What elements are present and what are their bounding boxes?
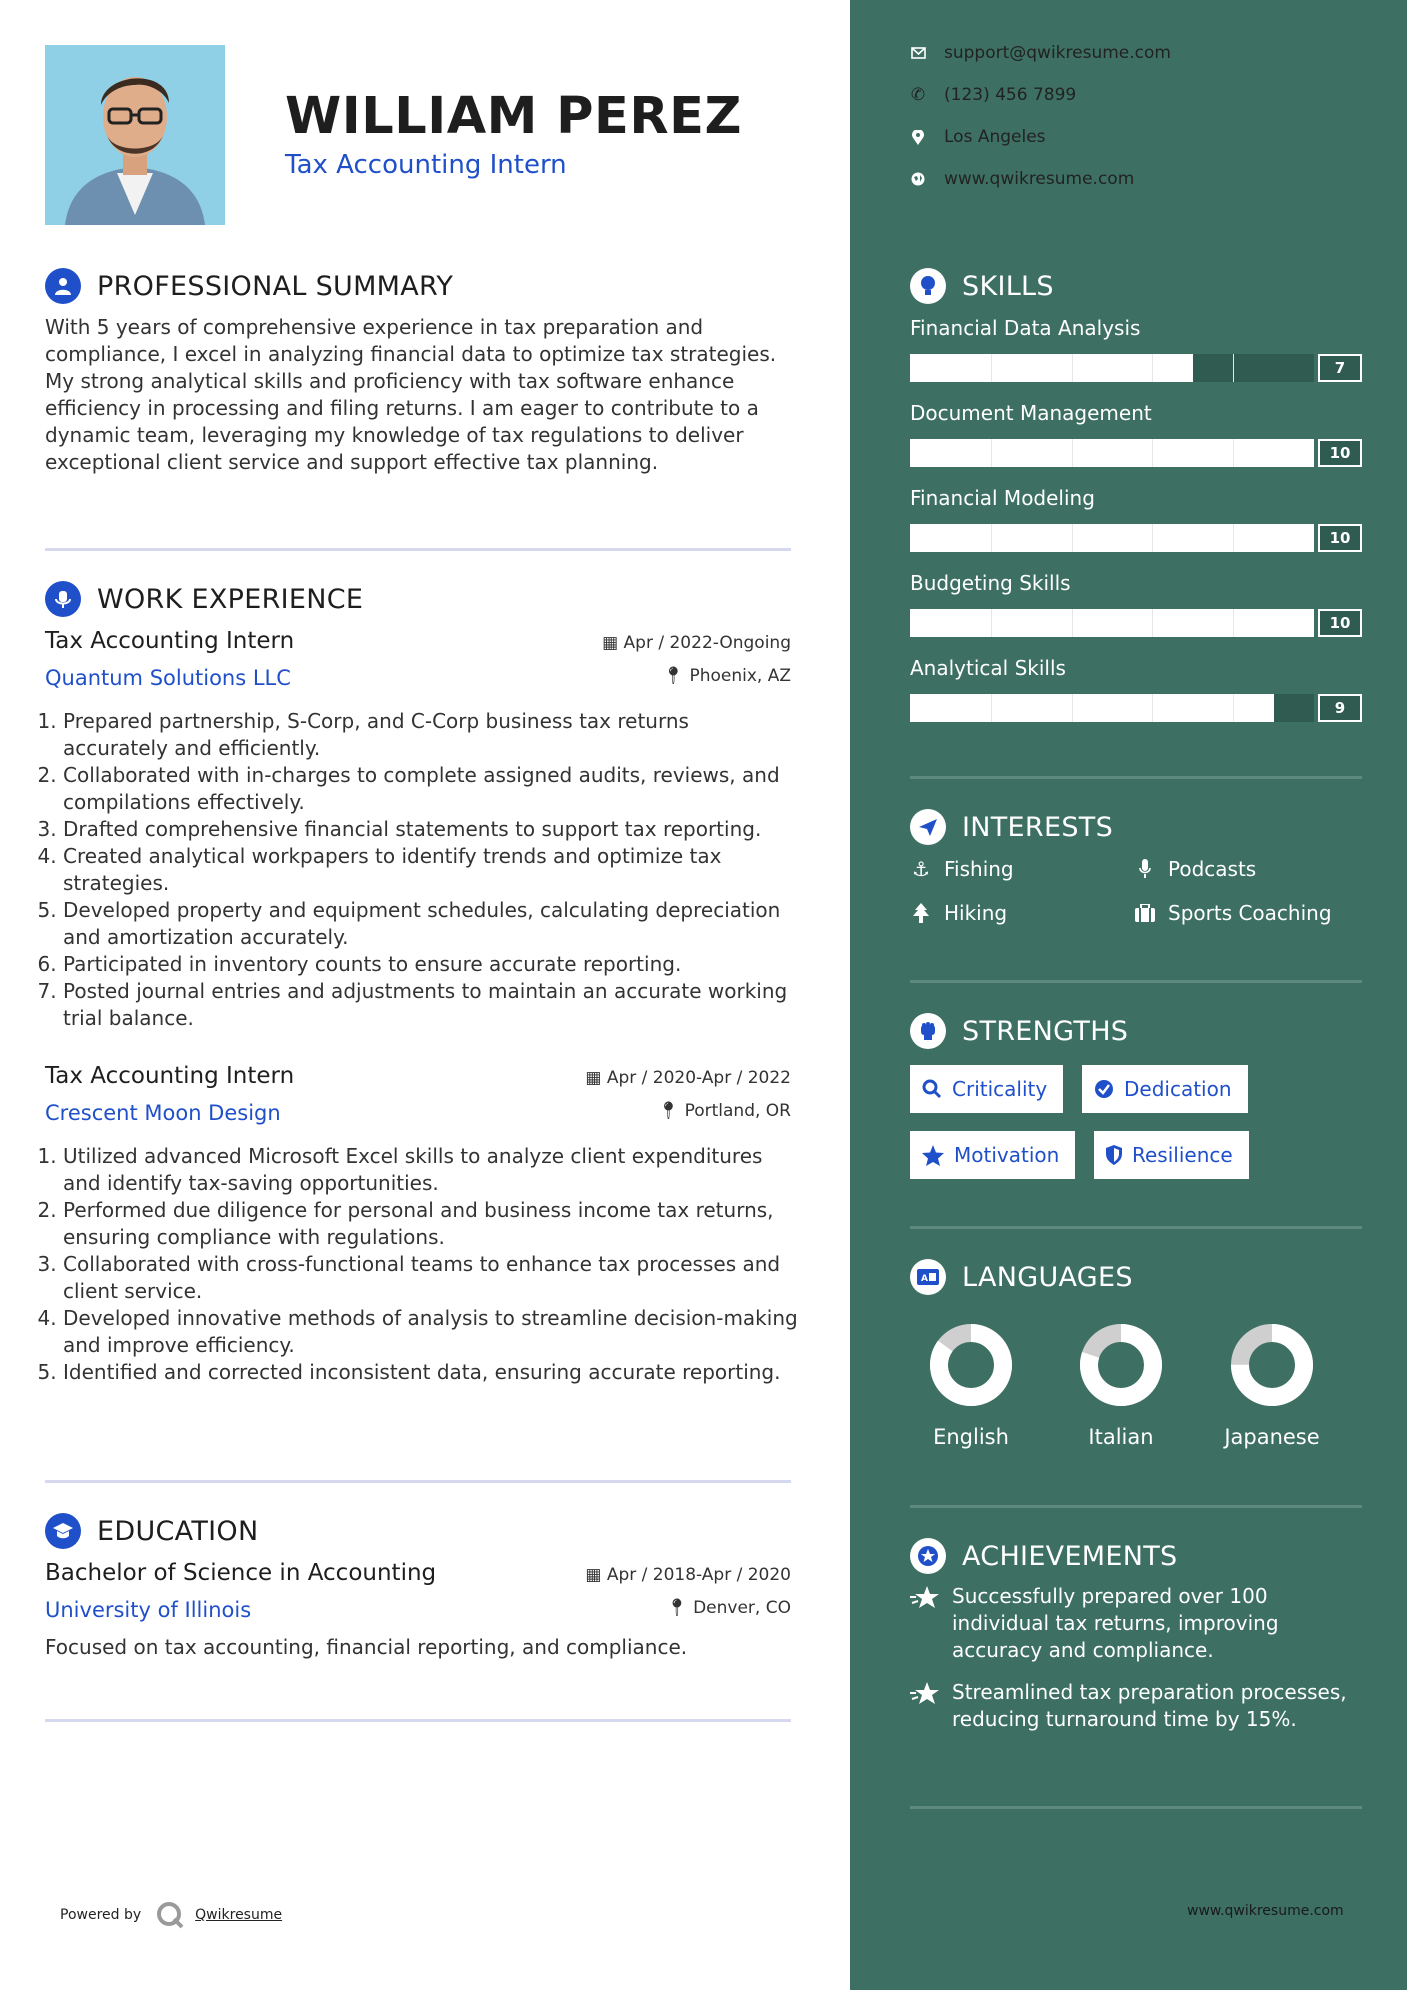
interest-sports-coaching: Sports Coaching xyxy=(1134,901,1332,925)
job-date: ▦ Apr / 2020-Apr / 2022 xyxy=(585,1068,791,1088)
job-bullets xyxy=(45,1143,798,1386)
calendar-icon: ▦ xyxy=(602,633,619,653)
list-item: 6. Participated in inventory counts to ensure accurate reporting. xyxy=(63,951,798,978)
achievements-title: ACHIEVEMENTS xyxy=(962,1540,1178,1572)
achievement-item: Streamlined tax preparation processes, reducing turnaround time by 15%. xyxy=(910,1679,1360,1733)
education-date: ▦ Apr / 2018-Apr / 2020 xyxy=(585,1565,791,1585)
divider xyxy=(910,1806,1362,1809)
skill-segment xyxy=(1152,354,1153,382)
job-location: 📍︎ Portland, OR xyxy=(657,1101,791,1121)
calendar-icon: ▦ xyxy=(585,1565,602,1585)
language-label: Japanese xyxy=(1224,1425,1320,1449)
divider xyxy=(45,548,791,551)
skill-segment xyxy=(1072,609,1073,637)
job-title: Tax Accounting Intern xyxy=(45,1063,295,1089)
pin-icon: 📍︎ xyxy=(662,666,685,686)
skill-segment xyxy=(991,439,992,467)
contact-website: www.qwikresume.com xyxy=(910,169,1134,189)
skill-label: Document Management xyxy=(910,401,1152,425)
tree-icon xyxy=(910,903,932,923)
skill-track xyxy=(910,694,1314,722)
skill-segment xyxy=(991,609,992,637)
briefcase-icon xyxy=(1134,904,1156,922)
skill-label: Financial Data Analysis xyxy=(910,316,1141,340)
skill-segment xyxy=(1152,524,1153,552)
microphone-icon xyxy=(1134,859,1156,879)
job-entry-1 xyxy=(45,628,791,1038)
candidate-title: Tax Accounting Intern xyxy=(285,150,567,180)
achievements-heading xyxy=(910,1538,1178,1574)
skill-track xyxy=(910,524,1314,552)
paper-plane-icon xyxy=(910,809,946,845)
envelope-icon xyxy=(910,47,926,59)
skill-level: 9 xyxy=(1318,694,1362,722)
check-circle-icon xyxy=(1094,1079,1114,1099)
svg-text:A: A xyxy=(921,1274,928,1284)
pin-icon: 📍︎ xyxy=(657,1101,680,1121)
skill-segment xyxy=(1233,609,1234,637)
skill-segment xyxy=(1233,354,1234,382)
footer-website[interactable]: www.qwikresume.com xyxy=(1187,1903,1344,1919)
interest-fishing: ⚓︎ Fishing xyxy=(910,857,1014,881)
skill-track xyxy=(910,609,1314,637)
job-date: ▦ Apr / 2022-Ongoing xyxy=(602,633,791,653)
star-burst-icon xyxy=(910,1679,940,1733)
user-icon xyxy=(45,268,81,304)
skill-segment xyxy=(1072,524,1073,552)
skill-bar xyxy=(910,694,1362,722)
summary-title: PROFESSIONAL SUMMARY xyxy=(97,270,454,302)
interest-hiking: Hiking xyxy=(910,901,1007,925)
skill-segment xyxy=(1072,694,1073,722)
language-item xyxy=(1202,1323,1342,1449)
languages-title: LANGUAGES xyxy=(962,1261,1133,1293)
briefcase-icon xyxy=(45,581,81,617)
skill-label: Budgeting Skills xyxy=(910,571,1071,595)
education-description: Focused on tax accounting, financial reporting, and compliance. xyxy=(45,1635,688,1659)
skill-segment xyxy=(991,524,992,552)
list-item: 1. Prepared partnership, S-Corp, and C-Corp business tax returns accurately and efficiently. xyxy=(63,708,798,762)
job-location: 📍︎ Phoenix, AZ xyxy=(662,666,791,686)
divider xyxy=(910,1505,1362,1508)
skills-title: SKILLS xyxy=(962,270,1054,302)
divider xyxy=(910,980,1362,983)
degree: Bachelor of Science in Accounting xyxy=(45,1560,437,1586)
language-label: Italian xyxy=(1088,1425,1154,1449)
skill-segment xyxy=(991,694,992,722)
skill-segment xyxy=(1152,609,1153,637)
candidate-name: WILLIAM PEREZ xyxy=(285,87,742,146)
divider xyxy=(910,776,1362,779)
skill-bar xyxy=(910,439,1362,467)
skill-fill xyxy=(910,524,1314,552)
education-entry xyxy=(45,1560,791,1670)
skill-segment xyxy=(1072,439,1073,467)
education-heading xyxy=(45,1513,258,1549)
strength-resilience: Resilience xyxy=(1094,1131,1249,1179)
skill-level: 10 xyxy=(1318,439,1362,467)
languages-heading xyxy=(910,1259,1133,1295)
skill-label: Analytical Skills xyxy=(910,656,1066,680)
phone-icon: ✆ xyxy=(910,85,926,105)
language-donut xyxy=(1079,1323,1163,1407)
skill-level: 7 xyxy=(1318,354,1362,382)
calendar-icon: ▦ xyxy=(585,1068,602,1088)
lightbulb-icon xyxy=(910,268,946,304)
pin-icon: 📍︎ xyxy=(666,1598,688,1618)
map-pin-icon xyxy=(910,130,926,145)
star-burst-icon xyxy=(910,1583,940,1664)
job-bullets xyxy=(45,708,798,1032)
language-donut xyxy=(1230,1323,1314,1407)
list-item: 5. Developed property and equipment schedules, calculating depreciation and amortization accurately. xyxy=(63,897,798,951)
contact-location: Los Angeles xyxy=(910,127,1046,147)
language-donut xyxy=(929,1323,1013,1407)
globe-icon xyxy=(910,172,926,186)
achievement-item: Successfully prepared over 100 individual tax returns, improving accuracy and compliance. xyxy=(910,1583,1360,1664)
school-name: University of Illinois xyxy=(45,1598,252,1622)
skill-level: 10 xyxy=(1318,524,1362,552)
search-icon xyxy=(922,1079,942,1099)
job-title: Tax Accounting Intern xyxy=(45,628,295,654)
contact-phone: ✆ (123) 456 7899 xyxy=(910,85,1077,105)
qwikresume-link[interactable]: Qwikresume xyxy=(195,1907,283,1923)
divider xyxy=(45,1480,791,1483)
list-item: 3. Drafted comprehensive financial statements to support tax reporting. xyxy=(63,816,798,843)
experience-heading xyxy=(45,581,363,617)
list-item: 4. Created analytical workpapers to identify trends and optimize tax strategies. xyxy=(63,843,798,897)
language-item xyxy=(1051,1323,1191,1449)
list-item: 1. Utilized advanced Microsoft Excel skills to analyze client expenditures and identify tax-saving opportunities. xyxy=(63,1143,798,1197)
list-item: 7. Posted journal entries and adjustments to maintain an accurate working trial balance. xyxy=(63,978,798,1032)
graduation-cap-icon xyxy=(45,1513,81,1549)
qwikresume-logo-icon xyxy=(155,1900,185,1930)
footer-powered-by: Powered by Qwikresume xyxy=(60,1900,282,1930)
list-item: 3. Collaborated with cross-functional teams to enhance tax processes and client service. xyxy=(63,1251,798,1305)
strength-criticality: Criticality xyxy=(910,1065,1063,1113)
star-icon xyxy=(922,1145,944,1166)
education-title: EDUCATION xyxy=(97,1515,259,1547)
interest-podcasts: Podcasts xyxy=(1134,857,1256,881)
strength-motivation: Motivation xyxy=(910,1131,1075,1179)
company-name: Quantum Solutions LLC xyxy=(45,666,291,690)
strengths-heading xyxy=(910,1013,1128,1049)
job-entry-2 xyxy=(45,1063,798,1423)
fist-icon xyxy=(910,1013,946,1049)
skill-label: Financial Modeling xyxy=(910,486,1095,510)
skill-bar xyxy=(910,609,1362,637)
skill-bar xyxy=(910,524,1362,552)
list-item: 4. Developed innovative methods of analysis to streamline decision-making and improve efficiency. xyxy=(63,1305,798,1359)
skill-segment xyxy=(1072,354,1073,382)
skill-fill xyxy=(910,694,1274,722)
interests-title: INTERESTS xyxy=(962,811,1114,843)
skill-track xyxy=(910,354,1314,382)
skills-heading xyxy=(910,268,1054,304)
list-item: 5. Identified and corrected inconsistent data, ensuring accurate reporting. xyxy=(63,1359,798,1386)
anchor-icon: ⚓︎ xyxy=(912,857,930,881)
skill-segment xyxy=(1233,694,1234,722)
experience-title: WORK EXPERIENCE xyxy=(97,583,364,615)
skill-track xyxy=(910,439,1314,467)
skill-segment xyxy=(1152,439,1153,467)
skill-segment xyxy=(991,354,992,382)
education-location: 📍︎ Denver, CO xyxy=(666,1598,791,1618)
profile-photo xyxy=(45,45,225,225)
language-item xyxy=(901,1323,1041,1449)
skill-segment xyxy=(1233,439,1234,467)
shield-icon xyxy=(1106,1145,1122,1165)
list-item: 2. Performed due diligence for personal and business income tax returns, ensuring compliance with regulations. xyxy=(63,1197,798,1251)
strengths-title: STRENGTHS xyxy=(962,1015,1129,1047)
divider xyxy=(910,1226,1362,1229)
strength-dedication: Dedication xyxy=(1082,1065,1248,1113)
summary-text: With 5 years of comprehensive experience in tax preparation and compliance, I excel in analyzing financial data to optimize tax strategies. My strong analytical skills and proficiency with tax software enhance efficiency in processing and filing returns. I am eager to contribute to a dynamic team, leveraging my knowledge of tax regulations to deliver exceptional client service and support effective tax planning. xyxy=(45,315,777,474)
skill-fill xyxy=(910,439,1314,467)
summary-heading xyxy=(45,268,453,304)
skill-level: 10 xyxy=(1318,609,1362,637)
skill-fill xyxy=(910,354,1193,382)
language-icon xyxy=(910,1259,946,1295)
company-name: Crescent Moon Design xyxy=(45,1101,281,1125)
interests-heading xyxy=(910,809,1113,845)
divider xyxy=(45,1719,791,1722)
medal-star-icon xyxy=(910,1538,946,1574)
contact-email: support@qwikresume.com xyxy=(910,43,1171,63)
list-item: 2. Collaborated with in-charges to complete assigned audits, reviews, and compilations effectively. xyxy=(63,762,798,816)
skill-segment xyxy=(1233,524,1234,552)
skill-bar xyxy=(910,354,1362,382)
language-label: English xyxy=(933,1425,1009,1449)
skill-fill xyxy=(910,609,1314,637)
skill-segment xyxy=(1152,694,1153,722)
